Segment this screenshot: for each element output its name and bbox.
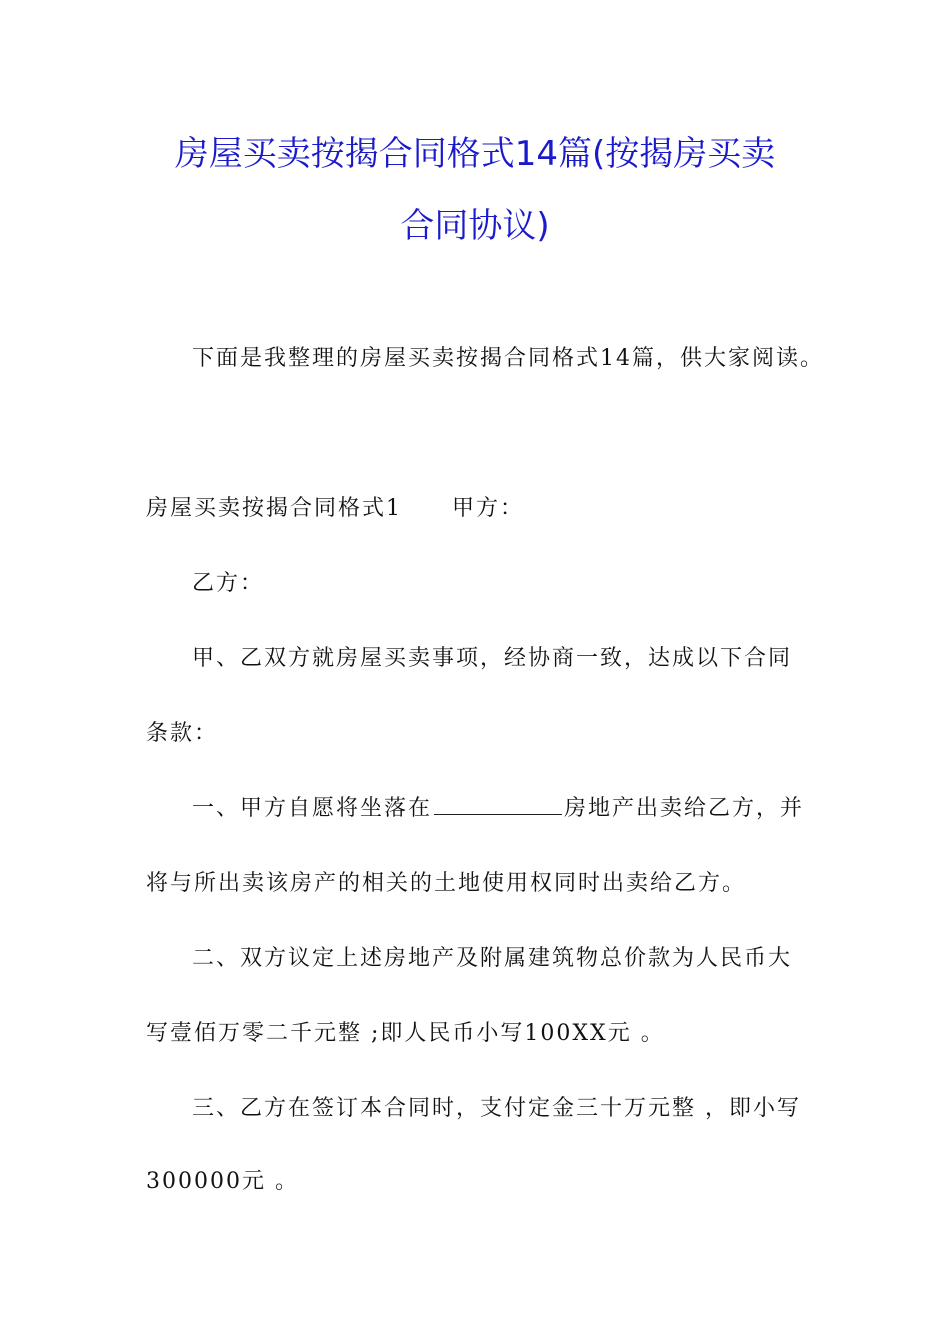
intro-paragraph: 下面是我整理的房屋买卖按揭合同格式14篇，供大家阅读。 (192, 346, 824, 371)
clause-one-line-1 (192, 794, 804, 824)
clause-two-line-2: 写壹佰万零二千元整 ;即人民币小写100XX元 。 (146, 1021, 665, 1046)
clause-intro-line-2: 条款： (146, 721, 219, 746)
document-title-line-2: 合同协议) (400, 206, 550, 246)
clause-one-suffix: 房地产出卖给乙方，并 (564, 796, 805, 821)
party-b-label: 乙方： (192, 571, 265, 596)
document-title-line-1: 房屋买卖按揭合同格式14篇(按揭房买卖 (174, 134, 776, 174)
clause-two-line-1: 二、双方议定上述房地产及附属建筑物总价款为人民币大 (192, 946, 793, 971)
address-blank (434, 794, 562, 815)
clause-three-line-1: 三、乙方在签订本合同时，支付定金三十万元整 ，即小写 (192, 1096, 801, 1121)
clause-three-line-2: 300000元 。 (146, 1169, 299, 1194)
clause-one-prefix: 一、甲方自愿将坐落在 (192, 796, 433, 821)
section-heading: 房屋买卖按揭合同格式1 (146, 496, 402, 521)
clause-intro-line-1: 甲、乙双方就房屋买卖事项，经协商一致，达成以下合同 (192, 646, 793, 671)
party-a-label: 甲方： (452, 496, 525, 521)
clause-one-line-2: 将与所出卖该房产的相关的土地使用权同时出卖给乙方。 (146, 871, 747, 896)
